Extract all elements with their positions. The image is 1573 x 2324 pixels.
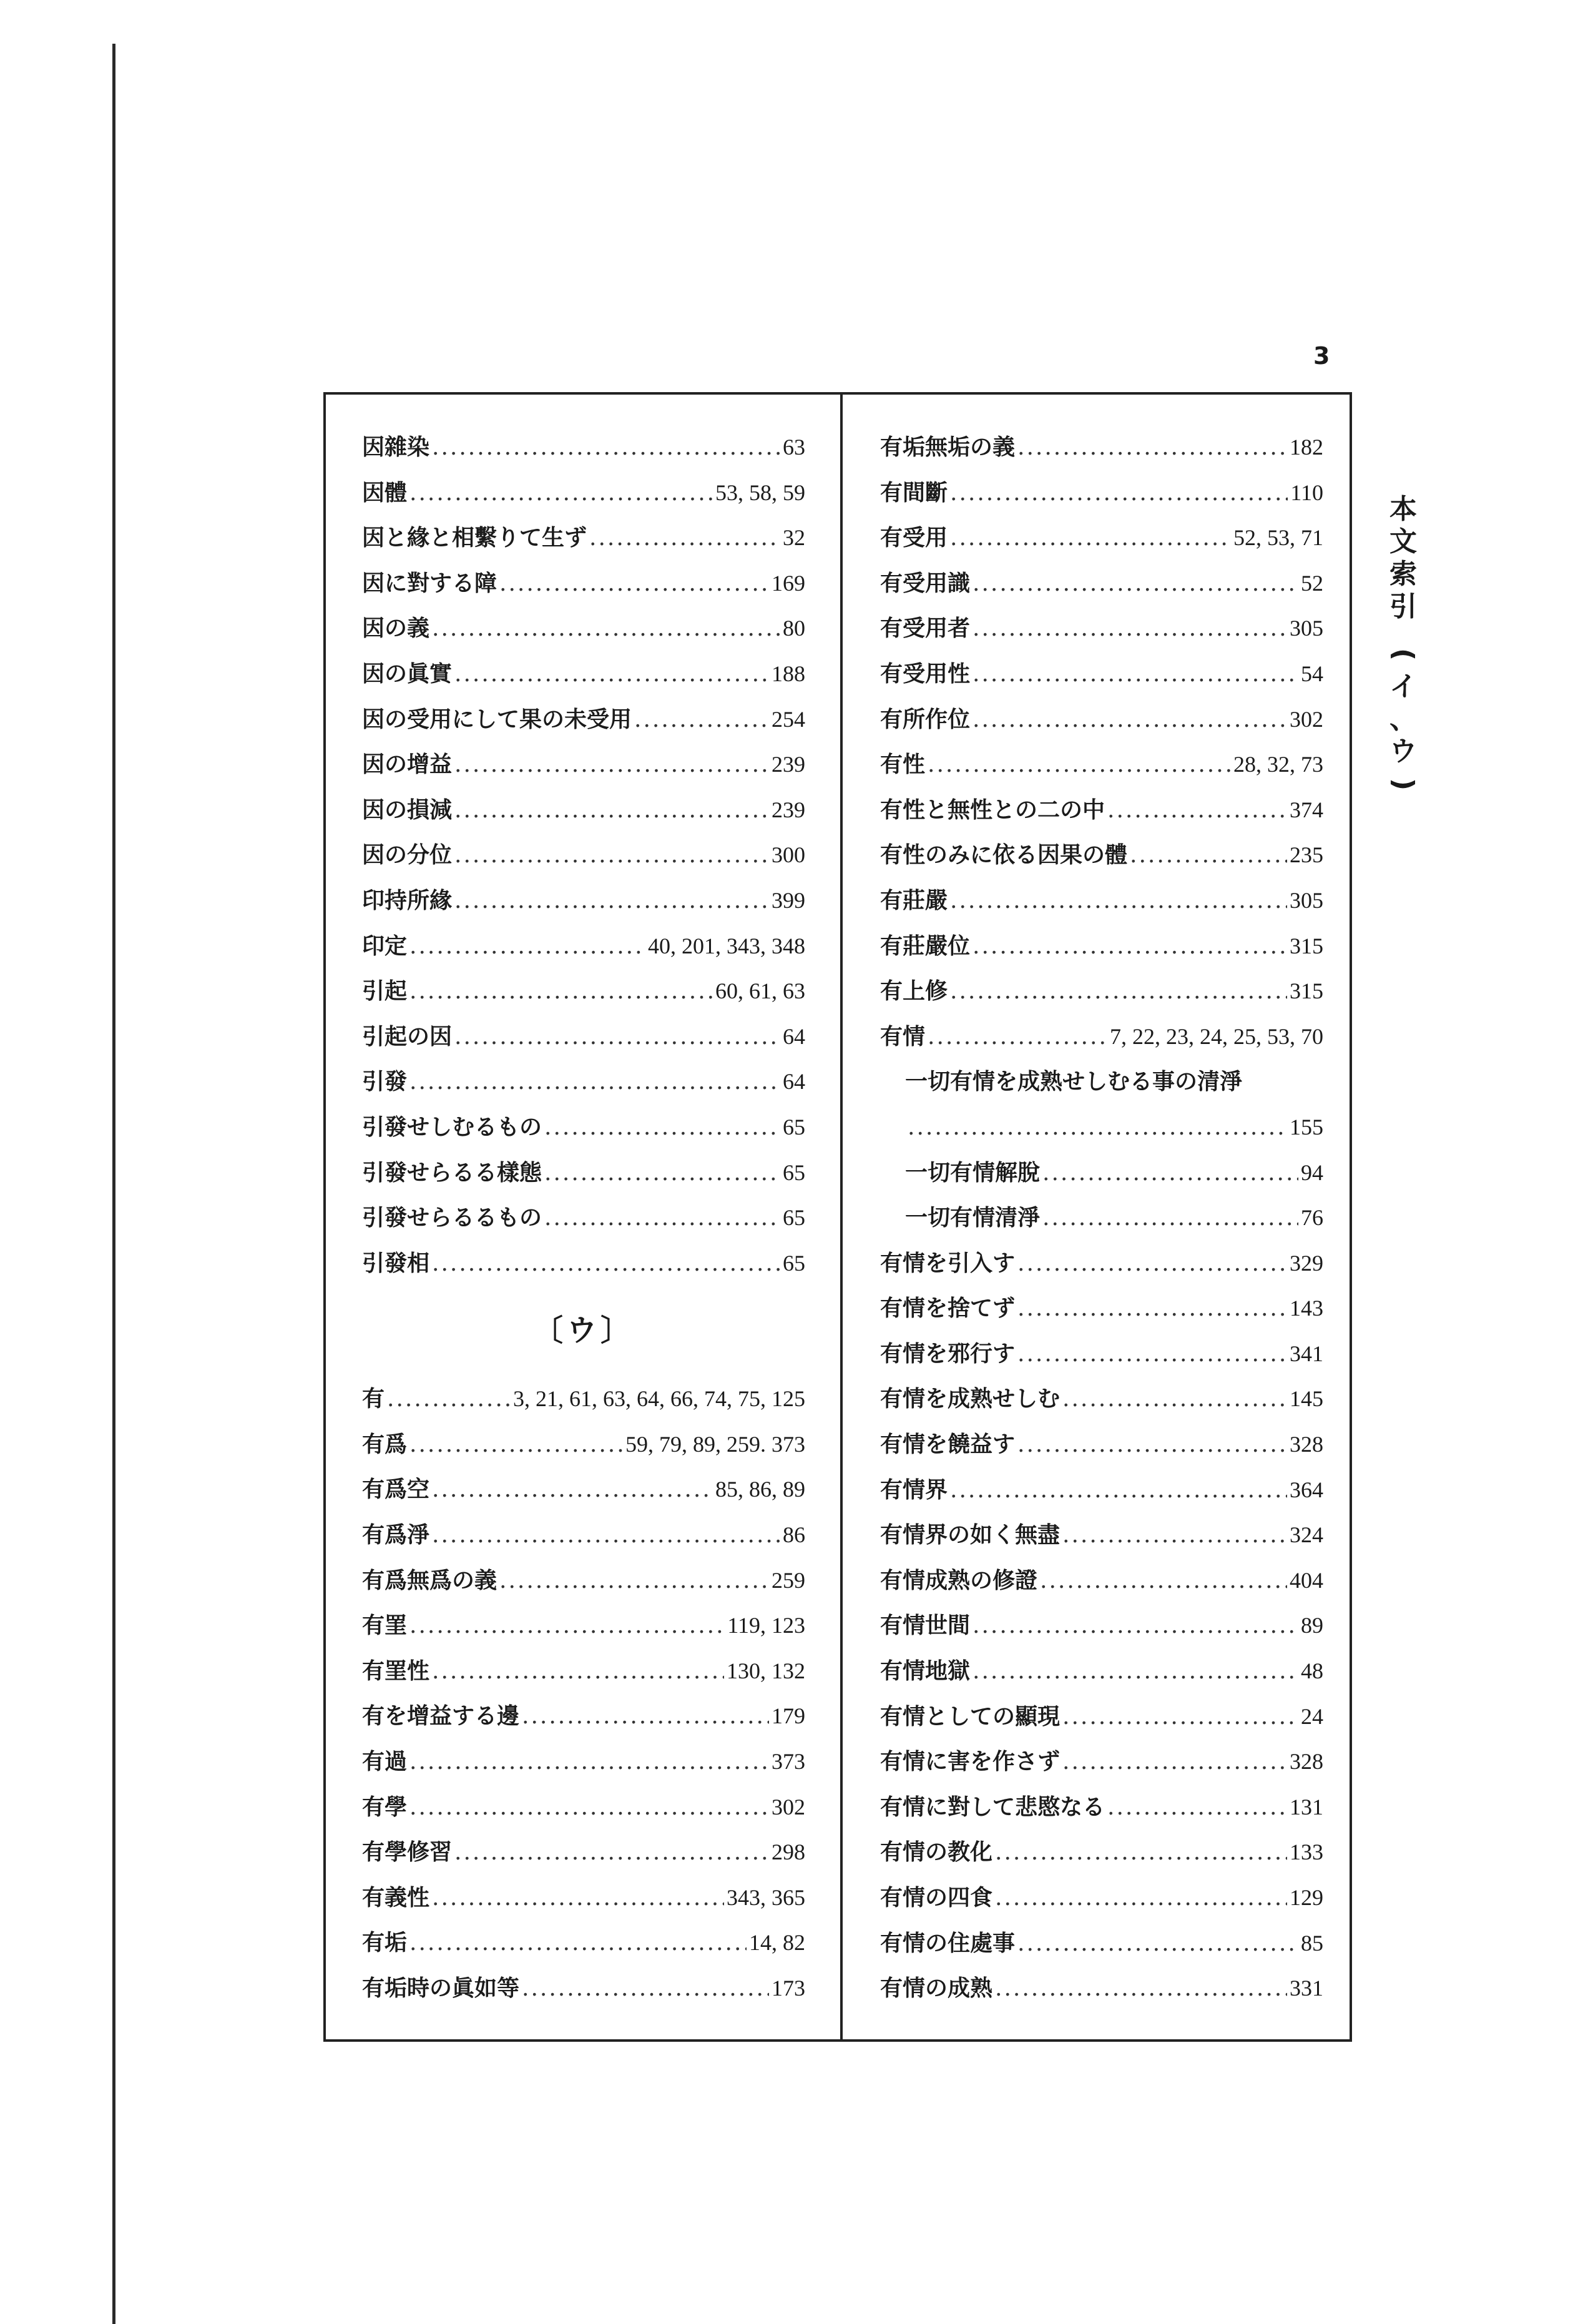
index-entry — [880, 1150, 1323, 1196]
page-references: 131 — [1290, 1794, 1323, 1819]
index-entry — [362, 1829, 805, 1875]
index-entry — [362, 1966, 805, 2011]
running-header-open-bracket: ( — [1387, 647, 1419, 661]
page-references: 324 — [1290, 1522, 1323, 1548]
index-term: 有受用 — [880, 524, 948, 551]
index-entry — [362, 470, 805, 516]
dot-leader — [995, 1830, 1287, 1876]
dot-leader — [1040, 1558, 1287, 1604]
index-term: 有義性 — [362, 1884, 430, 1911]
page-references: 59, 79, 89, 259. 373 — [625, 1431, 805, 1457]
index-entry — [880, 787, 1323, 833]
dot-leader — [1130, 833, 1287, 879]
index-term: 因雜染 — [362, 434, 430, 460]
index-entry — [880, 1331, 1323, 1377]
page-references: 133 — [1290, 1839, 1323, 1865]
page-references: 40, 201, 343, 348 — [648, 933, 805, 958]
page-references: 404 — [1290, 1567, 1323, 1593]
index-entry — [362, 1105, 805, 1150]
page-references: 169 — [772, 570, 805, 596]
index-entry — [880, 606, 1323, 651]
dot-leader — [409, 1785, 769, 1831]
dot-leader — [432, 1876, 724, 1921]
index-term: 有所作位 — [880, 706, 971, 732]
page-references: 300 — [772, 842, 805, 868]
index-term: 引發せしむるもの — [362, 1113, 542, 1140]
page-references: 155 — [1290, 1114, 1323, 1140]
dot-leader — [409, 969, 713, 1015]
running-header-section-char: 、 — [1389, 703, 1417, 735]
page-references: 85 — [1301, 1930, 1323, 1956]
index-term: 有學 — [362, 1793, 408, 1820]
index-entry — [362, 1603, 805, 1648]
index-term: 有上修 — [880, 978, 948, 1005]
index-term: 因の分位 — [362, 842, 453, 869]
index-entry — [362, 968, 805, 1014]
index-entry — [880, 1785, 1323, 1830]
page-references: 298 — [772, 1839, 805, 1865]
index-entry — [362, 697, 805, 742]
dot-leader — [1017, 1241, 1287, 1287]
index-entry — [880, 1014, 1323, 1060]
index-entry — [880, 1739, 1323, 1785]
index-entry — [362, 1422, 805, 1467]
index-term: 有情を成熟せしむ — [880, 1386, 1061, 1412]
page-references: 89 — [1301, 1613, 1323, 1638]
index-entry — [362, 1195, 805, 1241]
page-references: 53, 58, 59 — [715, 480, 805, 505]
page-references: 52 — [1301, 570, 1323, 596]
index-entry — [362, 1150, 805, 1196]
index-entry — [880, 1921, 1323, 1966]
page-references: 329 — [1290, 1250, 1323, 1276]
dot-leader — [1062, 1695, 1298, 1740]
index-entry — [362, 1512, 805, 1558]
dot-leader — [544, 1151, 780, 1196]
index-entry — [880, 1829, 1323, 1875]
dot-leader — [950, 1468, 1287, 1514]
index-term: 有爲無爲の義 — [362, 1567, 497, 1593]
index-entry — [880, 1376, 1323, 1422]
index-entry — [362, 1648, 805, 1694]
page-references: 374 — [1290, 797, 1323, 822]
page-references: 65 — [783, 1205, 805, 1231]
page-references: 254 — [772, 706, 805, 732]
page-references: 328 — [1290, 1432, 1323, 1457]
column-divider — [840, 395, 843, 2039]
index-term: 有情を捨てず — [880, 1295, 1016, 1322]
page-references: 145 — [1290, 1386, 1323, 1412]
index-entry — [880, 968, 1323, 1014]
page-references: 3, 21, 61, 63, 64, 66, 74, 75, 125 — [513, 1386, 805, 1412]
index-term: 有情を邪行す — [880, 1340, 1016, 1367]
dot-leader — [499, 1558, 769, 1604]
page-references: 94 — [1301, 1160, 1323, 1185]
index-term: 因の增益 — [362, 751, 453, 778]
index-entry — [880, 425, 1323, 470]
page-references: 32 — [783, 525, 805, 551]
dot-leader — [973, 606, 1287, 652]
running-header-vertical — [1384, 493, 1422, 800]
index-entry — [880, 1512, 1323, 1558]
dot-leader — [928, 1015, 1107, 1060]
index-term: 有 — [362, 1386, 385, 1412]
dot-leader — [409, 471, 713, 516]
page-references: 305 — [1290, 616, 1323, 641]
index-entry — [362, 515, 805, 561]
page-references: 119, 123 — [727, 1613, 805, 1638]
dot-leader — [522, 1694, 769, 1740]
page-references: 65 — [783, 1114, 805, 1140]
running-header-section-char: ウ — [1389, 736, 1417, 767]
index-term: 有情に對して悲愍なる — [880, 1793, 1105, 1820]
index-entry — [880, 651, 1323, 697]
page-references: 54 — [1301, 661, 1323, 686]
index-entry — [362, 923, 805, 969]
index-term: 引起 — [362, 978, 408, 1005]
dot-leader — [1062, 1377, 1287, 1422]
index-entry — [880, 1105, 1323, 1150]
page-number: 3 — [1313, 342, 1330, 370]
index-term: 引發 — [362, 1068, 408, 1095]
index-entry — [362, 1558, 805, 1603]
dot-leader — [409, 1422, 623, 1468]
index-term: 有性 — [880, 751, 926, 778]
page-references: 341 — [1290, 1341, 1323, 1366]
index-term: 有莊嚴位 — [880, 932, 971, 959]
dot-leader — [589, 516, 780, 561]
index-term: 有情の成熟 — [880, 1975, 993, 2002]
index-entry — [880, 1195, 1323, 1241]
dot-leader — [454, 1015, 780, 1060]
page-references: 48 — [1301, 1658, 1323, 1684]
index-entry — [880, 742, 1323, 787]
dot-leader — [409, 1060, 780, 1105]
index-entry — [362, 1241, 805, 1286]
page-references: 65 — [783, 1160, 805, 1185]
index-entry — [362, 425, 805, 470]
page-references: 259 — [772, 1567, 805, 1593]
index-term: 引發せらるるもの — [362, 1204, 542, 1231]
index-entry — [362, 742, 805, 787]
dot-leader — [432, 425, 780, 471]
index-term: 有情地獄 — [880, 1658, 971, 1685]
dot-leader — [432, 606, 780, 652]
dot-leader — [950, 516, 1231, 561]
index-entry — [362, 1467, 805, 1512]
page-references: 302 — [772, 1794, 805, 1819]
dot-leader — [544, 1196, 780, 1241]
dot-leader — [1042, 1196, 1298, 1241]
dot-leader — [1017, 1286, 1287, 1332]
index-term: 因と緣と相繫りて生ず — [362, 524, 587, 551]
index-term: 有情を饒益す — [880, 1431, 1016, 1458]
left-index-column — [362, 425, 805, 2011]
page-references: 182 — [1290, 435, 1323, 460]
dot-leader — [432, 1467, 713, 1513]
dot-leader — [1017, 1332, 1287, 1377]
index-entry — [362, 832, 805, 878]
page-references: 64 — [783, 1069, 805, 1095]
index-term: 有垢無垢の義 — [880, 434, 1016, 460]
dot-leader — [973, 561, 1298, 607]
dot-leader — [454, 1830, 769, 1876]
page-references: 52, 53, 71 — [1233, 525, 1323, 551]
dot-leader — [634, 697, 769, 743]
index-term: 有性のみに依る因果の體 — [880, 842, 1128, 869]
index-term: 有情界の如く無盡 — [880, 1522, 1061, 1549]
index-entry — [362, 878, 805, 923]
index-term: 一切有情解脫 — [905, 1159, 1041, 1186]
index-entry — [362, 787, 805, 833]
index-term: 有情 — [880, 1023, 926, 1050]
index-term: 印持所緣 — [362, 887, 453, 913]
dot-leader — [1017, 1921, 1298, 1967]
index-entry — [880, 1966, 1323, 2011]
page-references: 65 — [783, 1250, 805, 1276]
index-term: 有情の四食 — [880, 1884, 993, 1911]
index-term: 因の損減 — [362, 796, 453, 823]
dot-leader — [1107, 1785, 1287, 1831]
index-term: 有情に害を作さず — [880, 1748, 1061, 1775]
index-term: 有を增益する邊 — [362, 1703, 520, 1730]
index-term: 有受用者 — [880, 615, 971, 642]
index-entry — [880, 878, 1323, 923]
page-references: 364 — [1290, 1477, 1323, 1502]
page-references: 14, 82 — [749, 1930, 805, 1956]
running-header-close-bracket: ) — [1387, 777, 1419, 791]
index-entry — [880, 1059, 1323, 1105]
dot-leader — [409, 924, 645, 970]
page-references: 130, 132 — [727, 1658, 805, 1683]
page-references: 76 — [1301, 1205, 1323, 1231]
dot-leader — [1042, 1151, 1298, 1196]
index-entry — [880, 1603, 1323, 1648]
index-entry — [362, 1785, 805, 1830]
dot-leader — [454, 833, 769, 879]
index-entry — [362, 606, 805, 651]
dot-leader — [432, 1241, 780, 1287]
binding-edge-line — [112, 44, 115, 2324]
index-entry — [880, 832, 1323, 878]
index-term: 有垢 — [362, 1929, 408, 1956]
index-term: 因の受用にして果の未受用 — [362, 706, 632, 732]
page-references: 179 — [772, 1703, 805, 1729]
index-entry — [880, 1241, 1323, 1286]
page-references: 302 — [1290, 706, 1323, 732]
index-term: 引起の因 — [362, 1023, 453, 1050]
dot-leader — [973, 697, 1287, 743]
index-entry — [880, 1694, 1323, 1740]
page-references: 331 — [1290, 1976, 1323, 2001]
right-index-column — [880, 425, 1323, 2011]
index-term: 一切有情を成熟せしむる事の清淨 — [905, 1068, 1243, 1095]
index-term: 有莊嚴 — [880, 887, 948, 913]
dot-leader — [522, 1966, 769, 2012]
dot-leader — [454, 652, 769, 697]
page-references: 110 — [1290, 480, 1323, 505]
dot-leader — [544, 1105, 780, 1151]
page-references: 188 — [772, 661, 805, 686]
index-entry — [880, 1422, 1323, 1467]
running-header-char: 本 — [1389, 493, 1417, 525]
index-entry — [880, 1286, 1323, 1331]
dot-leader — [950, 879, 1287, 924]
running-header-section-char: イ — [1389, 671, 1417, 702]
dot-leader — [973, 924, 1287, 970]
index-entry — [362, 1059, 805, 1105]
index-term: 有間斷 — [880, 479, 948, 506]
dot-leader — [973, 652, 1298, 697]
index-term: 引發せらるる樣態 — [362, 1159, 542, 1186]
page-references: 64 — [783, 1023, 805, 1049]
dot-leader — [995, 1876, 1287, 1921]
page-references: 239 — [772, 752, 805, 777]
page-references: 315 — [1290, 978, 1323, 1004]
index-term: 有受用性 — [880, 660, 971, 687]
index-entry — [880, 923, 1323, 969]
index-term: 有爲空 — [362, 1476, 430, 1503]
index-term: 有情世間 — [880, 1612, 971, 1639]
dot-leader — [908, 1105, 1287, 1151]
index-entry — [362, 651, 805, 697]
dot-leader — [1017, 425, 1287, 471]
page-references: 80 — [783, 616, 805, 641]
index-entry — [362, 1376, 805, 1422]
page-references: 343, 365 — [727, 1884, 805, 1910]
dot-leader — [1062, 1740, 1287, 1785]
index-entry — [362, 1739, 805, 1785]
index-term: 有罣 — [362, 1612, 408, 1639]
page-references: 86 — [783, 1522, 805, 1548]
index-entry — [362, 561, 805, 606]
index-term: 因體 — [362, 479, 408, 506]
index-term: 因の眞實 — [362, 660, 453, 687]
dot-leader — [973, 1649, 1298, 1695]
page-references: 315 — [1290, 933, 1323, 958]
index-term: 印定 — [362, 932, 408, 959]
dot-leader — [973, 1603, 1298, 1649]
index-term: 有性と無性との二の中 — [880, 796, 1105, 823]
index-entry — [880, 1648, 1323, 1694]
page-references: 235 — [1290, 842, 1323, 868]
dot-leader — [454, 742, 769, 788]
index-entry — [880, 1875, 1323, 1921]
index-term: 有情成熟の修證 — [880, 1567, 1038, 1593]
index-entry — [880, 561, 1323, 606]
dot-leader — [950, 471, 1288, 516]
index-term: 有爲 — [362, 1430, 408, 1457]
index-term: 有情の教化 — [880, 1839, 993, 1866]
dot-leader — [432, 1649, 724, 1695]
dot-leader — [928, 742, 1231, 788]
index-term: 引發相 — [362, 1249, 430, 1276]
index-entry — [362, 1875, 805, 1921]
page-references: 129 — [1290, 1885, 1323, 1910]
section-heading-u: 〔ウ〕 — [532, 1313, 634, 1349]
index-entry — [362, 1693, 805, 1739]
index-term: 因の義 — [362, 615, 430, 642]
dot-leader — [387, 1377, 511, 1422]
index-term: 一切有情清淨 — [905, 1204, 1041, 1231]
running-header-char: 索 — [1389, 558, 1417, 590]
dot-leader — [499, 561, 769, 607]
page-references: 173 — [772, 1976, 805, 2001]
page-references: 24 — [1301, 1703, 1323, 1729]
index-term: 有垢時の眞如等 — [362, 1975, 520, 2001]
page-references: 63 — [783, 435, 805, 460]
page-references: 85, 86, 89 — [715, 1477, 805, 1502]
index-entry — [362, 1920, 805, 1966]
page-references: 7, 22, 23, 24, 25, 53, 70 — [1110, 1023, 1323, 1049]
dot-leader — [432, 1513, 780, 1558]
index-term: 有情を引入す — [880, 1249, 1016, 1276]
index-entry — [880, 1558, 1323, 1603]
dot-leader — [1062, 1513, 1287, 1558]
index-entry — [880, 470, 1323, 516]
index-term: 有受用識 — [880, 569, 971, 596]
index-term: 有罣性 — [362, 1657, 430, 1684]
running-header-char: 引 — [1389, 591, 1417, 623]
index-entry — [880, 1467, 1323, 1513]
dot-leader — [995, 1966, 1287, 2012]
page-references: 305 — [1290, 887, 1323, 913]
index-term: 有學修習 — [362, 1839, 453, 1866]
index-term: 有情としての顯現 — [880, 1703, 1061, 1730]
dot-leader — [409, 1603, 725, 1649]
index-term: 有過 — [362, 1748, 408, 1775]
dot-leader — [1107, 788, 1287, 834]
dot-leader — [409, 1740, 769, 1785]
page-references: 60, 61, 63 — [715, 978, 805, 1004]
running-header-char: 文 — [1389, 526, 1417, 558]
dot-leader — [409, 1921, 747, 1966]
dot-leader — [454, 788, 769, 834]
page-references: 399 — [772, 887, 805, 913]
dot-leader — [950, 969, 1287, 1015]
index-entry — [880, 515, 1323, 561]
dot-leader — [454, 879, 769, 924]
page-references: 143 — [1290, 1296, 1323, 1321]
index-term: 因に對する障 — [362, 569, 497, 596]
index-term: 有情界 — [880, 1476, 948, 1503]
index-term: 有情の住處事 — [880, 1929, 1016, 1956]
dot-leader — [1017, 1422, 1287, 1468]
index-entry — [880, 697, 1323, 742]
page-references: 239 — [772, 797, 805, 822]
page-references: 373 — [772, 1749, 805, 1775]
index-entry — [362, 1014, 805, 1060]
page-references: 28, 32, 73 — [1233, 752, 1323, 777]
page-references: 328 — [1290, 1749, 1323, 1775]
index-term: 有爲淨 — [362, 1522, 430, 1549]
